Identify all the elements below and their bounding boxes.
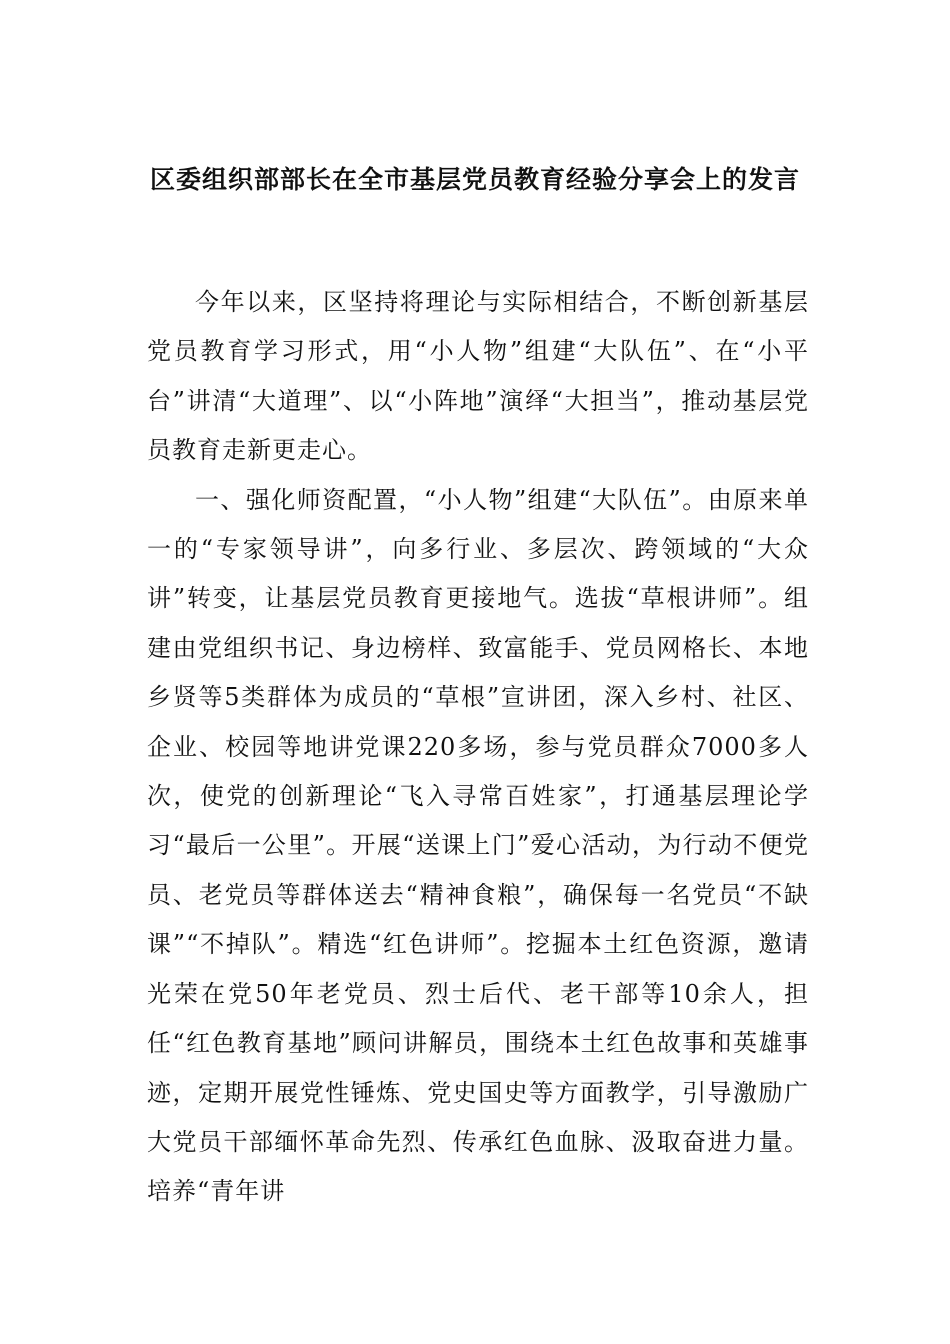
- paragraph-intro: 今年以来，区坚持将理论与实际相结合，不断创新基层党员教育学习形式，用“小人物”组建“大队伍”、在“小平台”讲清“大道理”、以“小阵地”演绎“大担当”，推动基层党员教育走新更走心。: [147, 288, 809, 465]
- document-body: [147, 278, 809, 1217]
- document-title: 区委组织部部长在全市基层党员教育经验分享会上的发言: [149, 165, 800, 194]
- paragraph-section-one: 一、强化师资配置，“小人物”组建“大队伍”。由原来单一的“专家领导讲”，向多行业、多层次、跨领域的“大众讲”转变，让基层党员教育更接地气。选拔“草根讲师”。组建由党组织书记、身边榜样、致富能手、党员网格长、本地乡贤等5类群体为成员的“草根”宣讲团，深入乡村、社区、企业、校园等地讲党课220多场，参与党员群众7000多人次，使党的创新理论“飞入寻常百姓家”，打通基层理论学习“最后一公里”。开展“送课上门”爱心活动，为行动不便党员、老党员等群体送去“精神食粮”，确保每一名党员“不缺课”“不掉队”。精选“红色讲师”。挖掘本土红色资源，邀请光荣在党50年老党员、烈士后代、老干部等10余人，担任“红色教育基地”顾问讲解员，围绕本土红色故事和英雄事迹，定期开展党性锤炼、党史国史等方面教学，引导激励广大党员干部缅怀革命先烈、传承红色血脉、汲取奋进力量。培养“青年讲: [147, 485, 809, 1206]
